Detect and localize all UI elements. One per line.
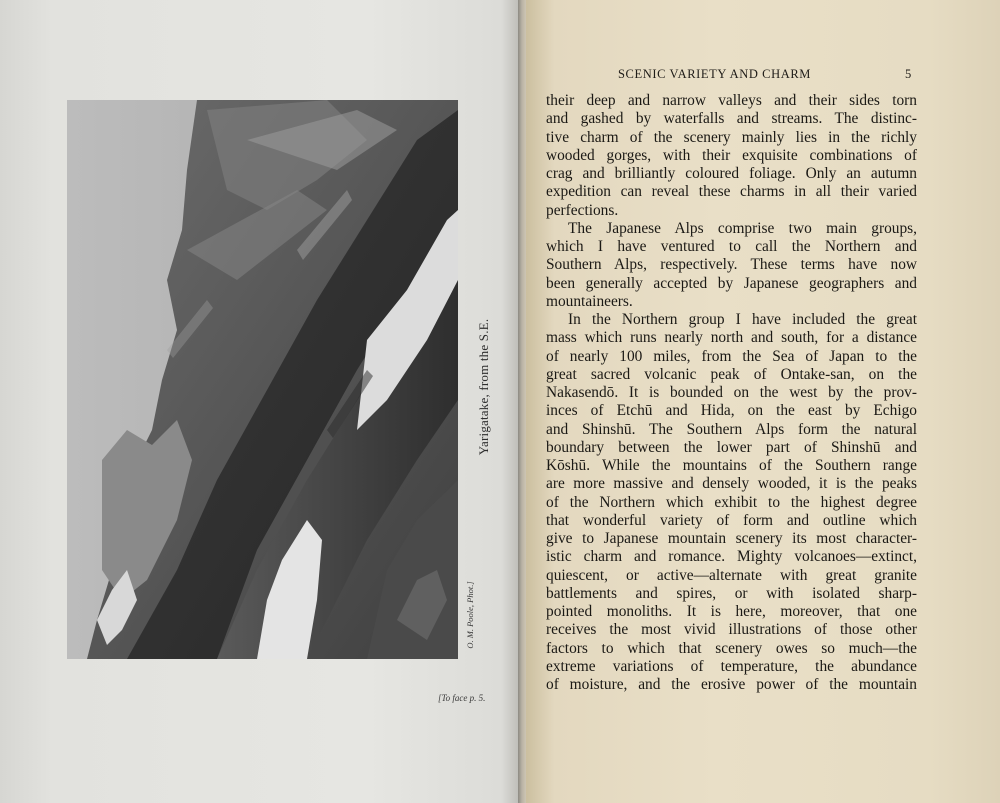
text-line: give to Japanese mountain scenery its most character- <box>546 530 917 547</box>
right-page-text <box>526 0 1000 803</box>
text-line: boundary between the lower part of Shinshū and <box>546 438 917 456</box>
running-head <box>526 67 1000 83</box>
text-line: battlements and spires, or with isolated sharp- <box>546 584 917 602</box>
text-line: expedition can reveal these charms in all their varied <box>546 183 917 201</box>
text-line: receives the most vivid illustrations of those other <box>546 621 917 639</box>
text-line: Southern Alps, respectively. These terms have now <box>546 256 917 274</box>
text-line: In the Northern group I have included the great <box>568 311 917 328</box>
text-line: factors to which that scenery owes so much—the <box>546 639 917 657</box>
text-line: mountaineers. <box>546 292 633 310</box>
text-line: and gashed by waterfalls and streams. The distinc- <box>546 110 917 128</box>
text-line: crag and brilliantly coloured foliage. Only an autumn <box>546 165 917 182</box>
text-line: Kōshū. While the mountains of the Southern range <box>546 457 917 474</box>
text-line: tive charm of the scenery mainly lies in the richly <box>546 128 917 146</box>
page-number: 5 <box>905 67 912 81</box>
text-line: perfections. <box>546 201 619 219</box>
mountain-photograph <box>67 100 458 659</box>
body-text <box>546 92 917 694</box>
photo-credit: O. M. Poole, Phot.] <box>465 581 475 649</box>
text-line: of moisture, and the erosive power of the mountain <box>546 676 917 693</box>
text-line: The Japanese Alps comprise two main groups, <box>568 219 917 237</box>
text-line: are more massive and densely wooded, it is the peaks <box>546 475 917 493</box>
text-line: Nakasendō. It is bounded on the west by the prov- <box>546 384 917 401</box>
text-line: of the Northern which exhibit to the highest degree <box>546 493 917 511</box>
text-line: of nearly 100 miles, from the Sea of Japan to the <box>546 347 917 365</box>
text-line: that wonderful variety of form and outline which <box>546 511 917 529</box>
text-line: quiescent, or active—alternate with great granite <box>546 566 917 584</box>
text-line: mass which runs nearly north and south, for a distance <box>546 329 917 347</box>
text-line: been generally accepted by Japanese geographers and <box>546 274 917 292</box>
facing-page-note: [To face p. 5. <box>438 693 486 703</box>
text-line: pointed monoliths. It is here, moreover, that one <box>546 603 917 620</box>
plate-caption: Yarigatake, from the S.E. <box>476 318 491 456</box>
text-line: which I have ventured to call the Northern and <box>546 238 917 255</box>
text-line: great sacred volcanic peak of Ontake-san, on the <box>546 365 917 383</box>
text-line: inces of Etchū and Hida, on the east by Echigo <box>546 402 917 420</box>
text-line: their deep and narrow valleys and their sides torn <box>546 92 917 109</box>
running-head-title: SCENIC VARIETY AND CHARM <box>618 67 812 81</box>
text-line: extreme variations of temperature, the abundance <box>546 657 917 675</box>
text-line: istic charm and romance. Mighty volcanoes—extinct, <box>546 548 917 566</box>
text-line: wooded gorges, with their exquisite combinations of <box>546 146 917 164</box>
text-line: and Shinshū. The Southern Alps form the natural <box>546 420 917 438</box>
